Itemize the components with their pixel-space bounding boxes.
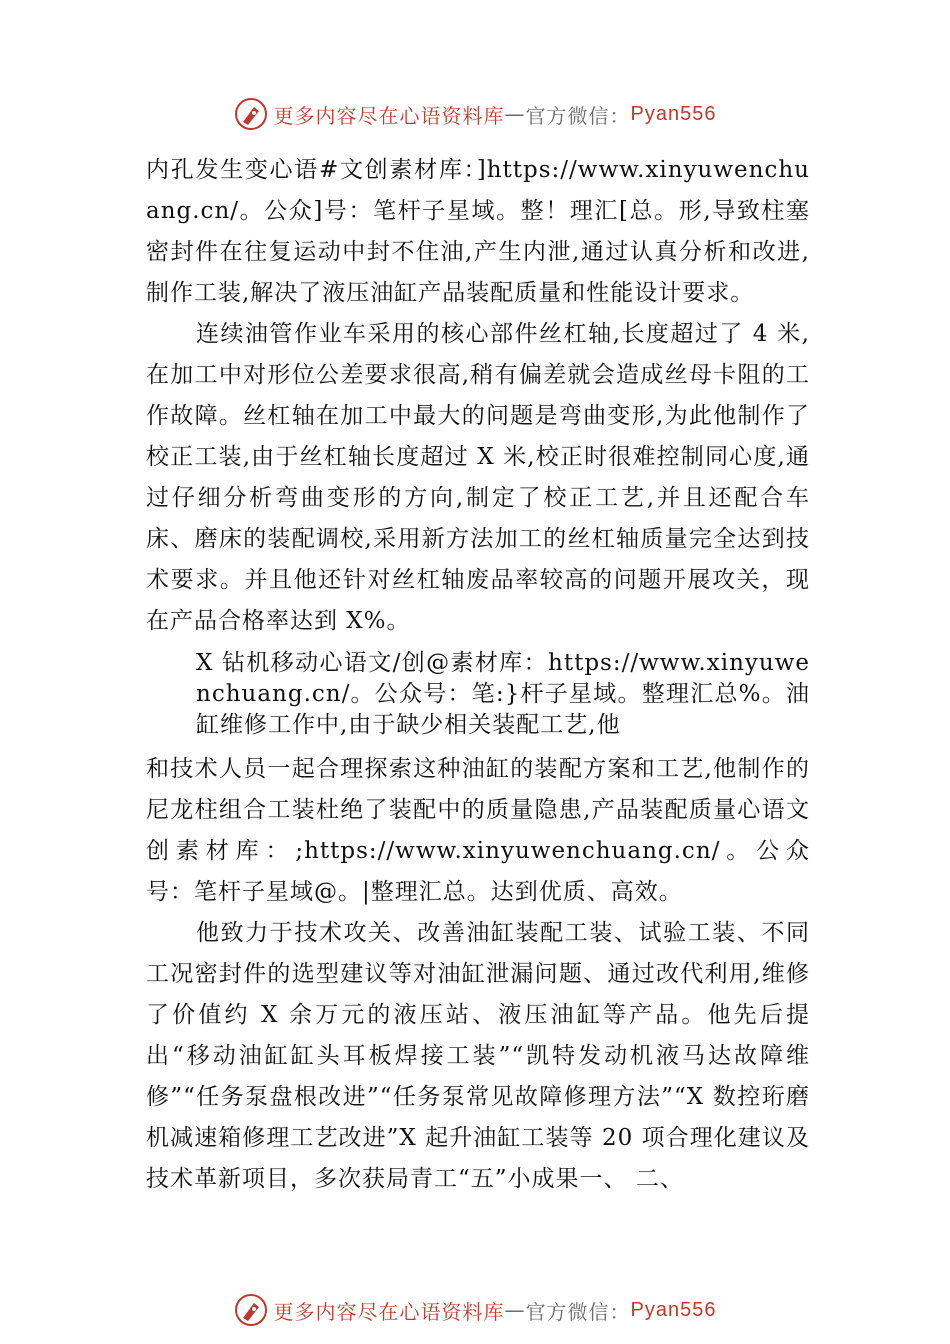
banner-label: 官方微信： bbox=[525, 103, 631, 128]
banner-label: 官方微信： bbox=[525, 1299, 631, 1324]
paragraph-1: 内孔发生变心语#文创素材库：]https://www.xinyuwenchuang.cn/。公众]号：笔杆子星域。整！理汇[总。形,导致柱塞密封件在往复运动中封不住油,产生内泄,通过认真分析和改进,制作工装,解决了液压油缸产品装配质量和性能设计要求。 bbox=[146, 157, 810, 306]
banner-separator: — bbox=[504, 1298, 526, 1322]
header-banner bbox=[0, 94, 950, 134]
banner-separator: — bbox=[504, 102, 526, 126]
paragraph-2: 连续油管作业车采用的核心部件丝杠轴,长度超过了 4 米,在加工中对形位公差要求很高,稍有偏差就会造成丝母卡阻的工作故障。丝杠轴在加工中最大的问题是弯曲变形,为此他制作了校正工装,由于丝杠轴长度超过 X 米,校正时很难控制同心度,通过仔细分析弯曲变形的方向,制定了校正工艺,并且还配合车床、磨床的装配调校,采用新方法加工的丝杠轴质量完全达到技术要求。并且他还针对丝杠轴废品率较高的问题开展攻关，现在产品合格率达到 X%。 bbox=[146, 321, 810, 634]
paragraph-3-indented-block: X 钻机移动心语文/创@素材库：https://www.xinyuwenchuang.cn/。公众号：笔:}杆子星域。整理汇总%。油缸维修工作中,由于缺少相关装配工艺,他 bbox=[196, 650, 810, 738]
banner-main-text: 更多内容尽在心语资料库 bbox=[273, 1299, 505, 1324]
pen-nib-logo-icon bbox=[234, 97, 268, 131]
paragraph-4: 和技术人员一起合理探索这种油缸的装配方案和工艺,他制作的尼龙柱组合工装杜绝了装配中的质量隐患,产品装配质量心语文创素材库：;https://www.xinyuwenchuang.cn/。公众号：笔杆子星域@。|整理汇总。达到优质、高效。 bbox=[146, 756, 810, 905]
pen-nib-logo-icon bbox=[234, 1293, 268, 1327]
paragraph-5: 他致力于技术攻关、改善油缸装配工装、试验工装、不同工况密封件的选型建议等对油缸泄漏问题、通过改代利用,维修了价值约 X 余万元的液压站、液压油缸等产品。他先后提出“移动油缸缸头耳板焊接工装”“凯特发动机液马达故障维修”“任务泵盘根改进”“任务泵常见故障修理方法”“X 数控珩磨机减速箱修理工艺改进”X 起升油缸工装等 20 项合理化建议及技术革新项目，多次获局青工“五”小成果一、 二、 bbox=[146, 920, 810, 1192]
banner-account: Pyan556 bbox=[630, 1298, 717, 1321]
document-body bbox=[146, 150, 810, 1200]
banner-main-text: 更多内容尽在心语资料库 bbox=[273, 103, 505, 128]
footer-banner bbox=[0, 1290, 950, 1330]
banner-account: Pyan556 bbox=[630, 102, 717, 125]
